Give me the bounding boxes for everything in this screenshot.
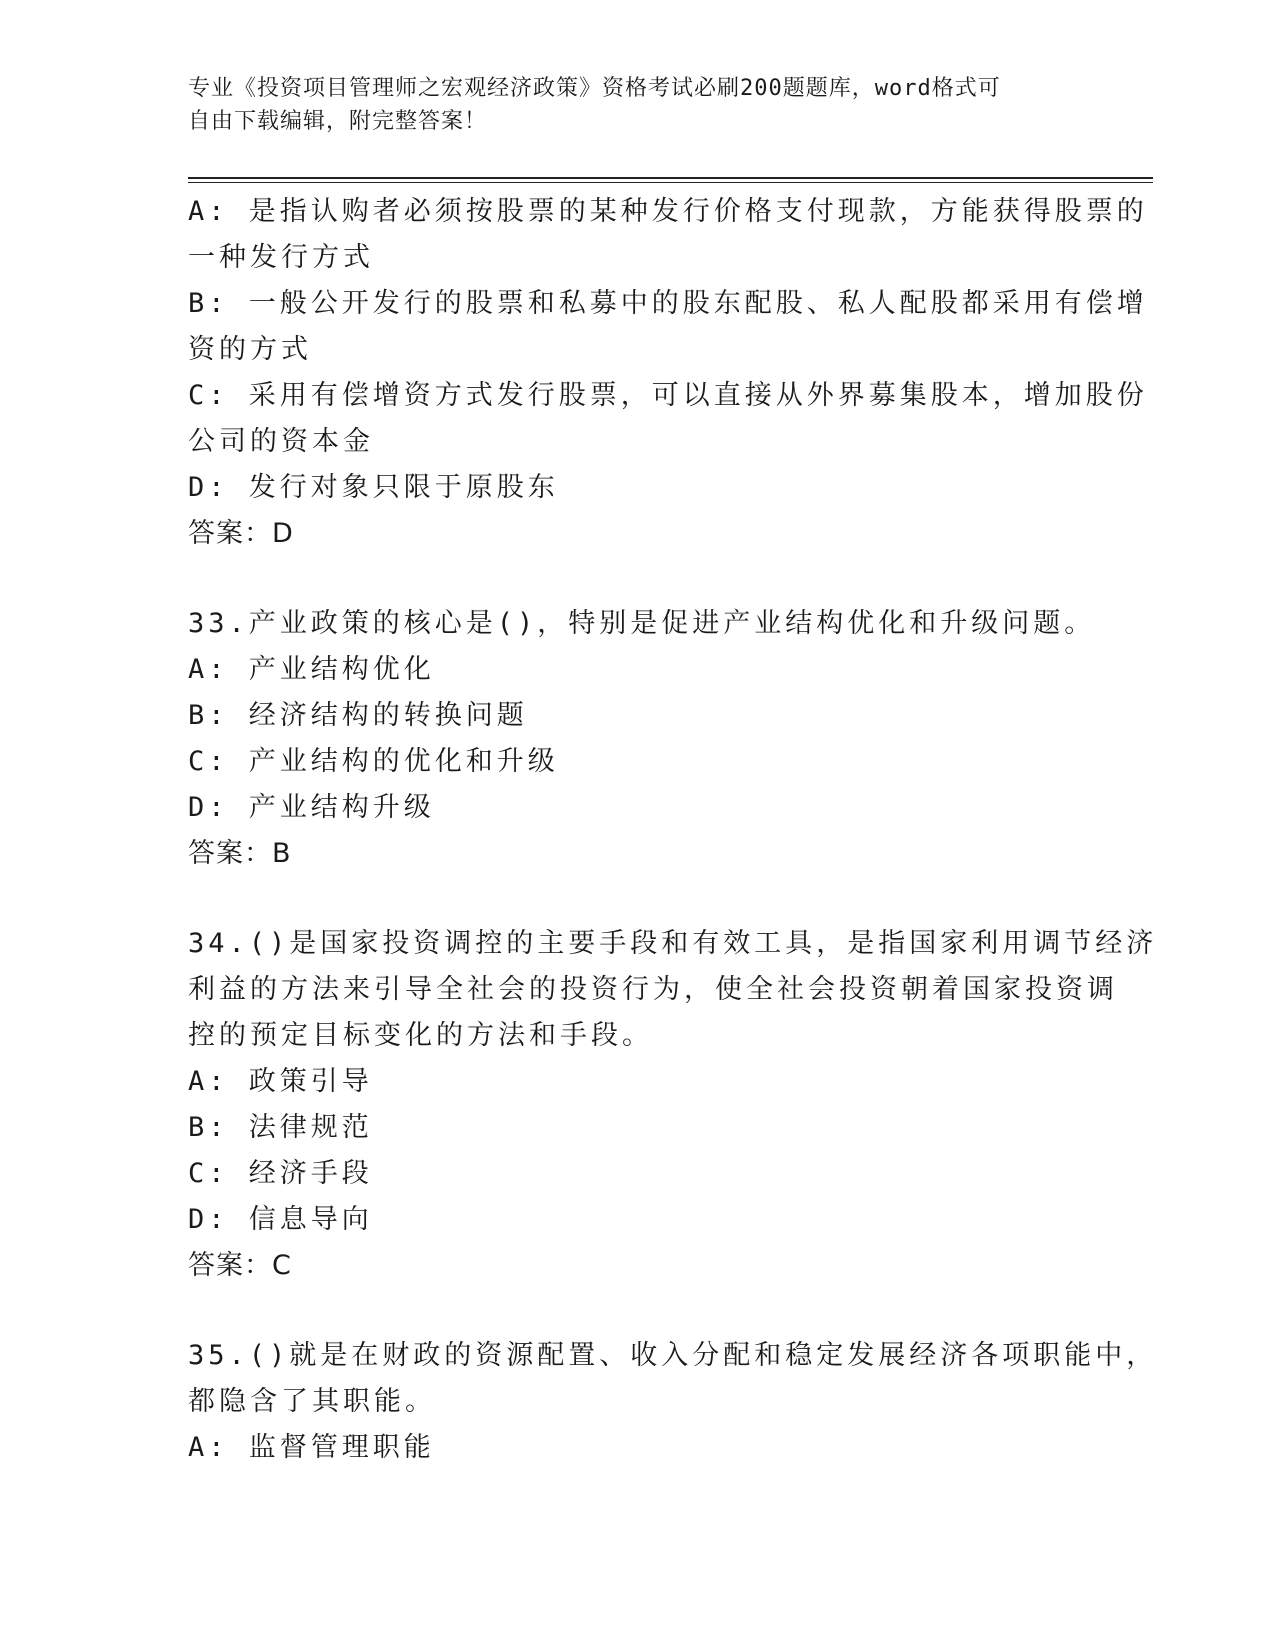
option-c-line-1: C: 采用有偿增资方式发行股票，可以直接从外界募集股本，增加股份 xyxy=(188,380,1148,411)
option-d: D: 发行对象只限于原股东 xyxy=(188,472,559,503)
header-divider-thick xyxy=(188,177,1153,179)
option-b-line-2: 资的方式 xyxy=(188,334,312,365)
spacer xyxy=(188,1289,1078,1333)
question-35-block xyxy=(188,1333,1158,1471)
answer-33: 答案：B xyxy=(188,838,292,869)
question-35-line-2: 都隐含了其职能。 xyxy=(188,1386,436,1417)
option-b-line-1: B: 一般公开发行的股票和私募中的股东配股、私人配股都采用有偿增 xyxy=(188,288,1148,319)
question-35-line-1: 35.()就是在财政的资源配置、收入分配和稳定发展经济各项职能中， xyxy=(188,1340,1158,1371)
option-a: A: 监督管理职能 xyxy=(188,1432,435,1463)
header-line-1: 专业《投资项目管理师之宏观经济政策》资格考试必刷200题题库，word格式可 xyxy=(188,76,1001,101)
answer-34: 答案：C xyxy=(188,1250,292,1281)
question-34-line-1: 34.()是国家投资调控的主要手段和有效工具，是指国家利用调节经济 xyxy=(188,928,1158,959)
option-b: B: 经济结构的转换问题 xyxy=(188,700,528,731)
option-d: D: 产业结构升级 xyxy=(188,792,435,823)
option-d: D: 信息导向 xyxy=(188,1204,373,1235)
question-34-line-2: 利益的方法来引导全社会的投资行为，使全社会投资朝着国家投资调 xyxy=(188,974,1118,1005)
document-body xyxy=(188,189,1158,1471)
header-divider-thin xyxy=(188,182,1153,183)
question-33-block xyxy=(188,601,1096,877)
question-34-block xyxy=(188,921,1158,1289)
option-a-line-1: A: 是指认购者必须按股票的某种发行价格支付现款，方能获得股票的 xyxy=(188,196,1148,227)
spacer xyxy=(188,877,1078,921)
question-32-block xyxy=(188,189,1148,557)
answer-32: 答案：D xyxy=(188,518,294,549)
option-c-line-2: 公司的资本金 xyxy=(188,426,374,457)
header-line-2: 自由下载编辑，附完整答案！ xyxy=(188,109,488,134)
question-33-text: 33.产业政策的核心是()，特别是促进产业结构优化和升级问题。 xyxy=(188,608,1096,639)
document-header xyxy=(188,72,1068,138)
option-b: B: 法律规范 xyxy=(188,1112,373,1143)
spacer xyxy=(188,557,1078,601)
option-a: A: 政策引导 xyxy=(188,1066,373,1097)
option-c: C: 经济手段 xyxy=(188,1158,373,1189)
option-a-line-2: 一种发行方式 xyxy=(188,242,374,273)
option-a: A: 产业结构优化 xyxy=(188,654,435,685)
question-34-line-3: 控的预定目标变化的方法和手段。 xyxy=(188,1020,653,1051)
option-c: C: 产业结构的优化和升级 xyxy=(188,746,559,777)
